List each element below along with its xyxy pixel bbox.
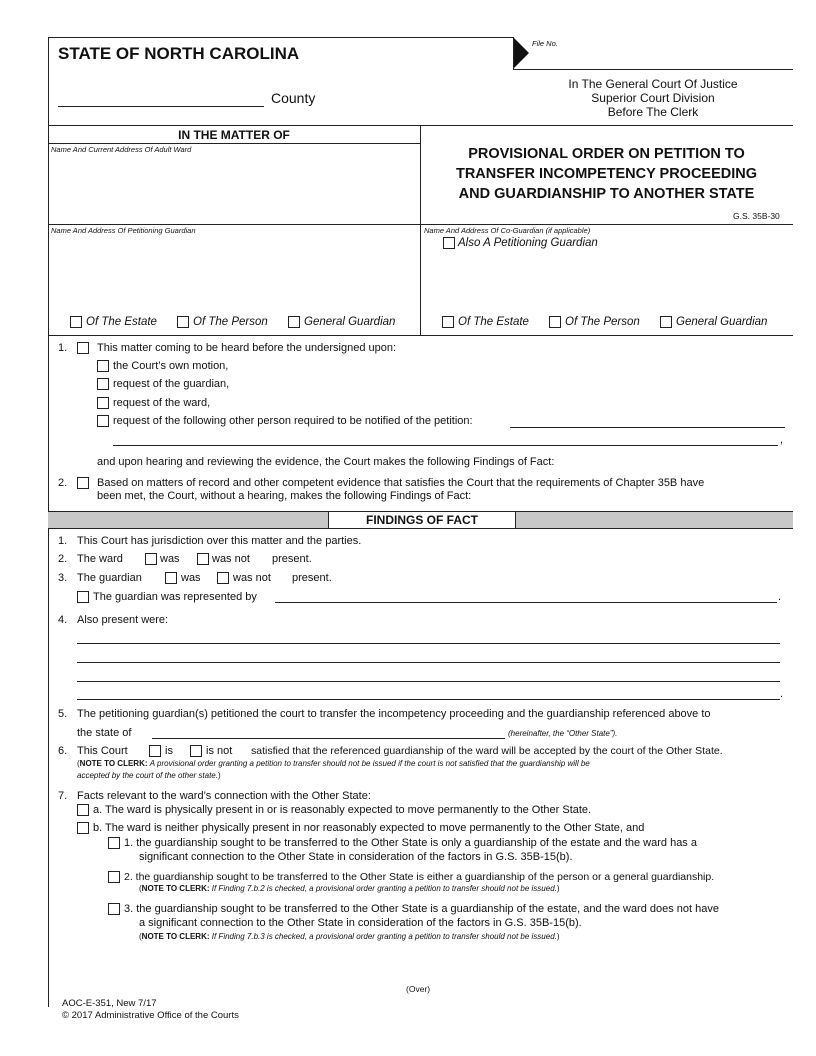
f5-num: 5. bbox=[58, 708, 68, 720]
f6-note-line-2: accepted by the court of the other state.) bbox=[77, 771, 221, 780]
request-ward-label: request of the ward, bbox=[113, 397, 211, 409]
statute-ref: G.S. 35B-30 bbox=[733, 211, 780, 221]
represented-period: . bbox=[778, 591, 782, 603]
file-no-line[interactable] bbox=[513, 69, 793, 70]
guardian-was-checkbox[interactable] bbox=[165, 572, 177, 584]
also-present-line-4[interactable] bbox=[77, 699, 780, 700]
item1-text: This matter coming to be heard before the undersigned upon: bbox=[97, 342, 397, 354]
f5-text-1: The petitioning guardian(s) petitioned the court to transfer the incompetency proceeding and the guardianship referenced above to bbox=[77, 708, 711, 720]
form-number: AOC-E-351, New 7/17 bbox=[62, 998, 157, 1009]
f6-num: 6. bbox=[58, 745, 68, 757]
item2-num: 2. bbox=[58, 477, 68, 489]
file-no-arrow bbox=[513, 37, 529, 69]
court-line-2: Superior Court Division bbox=[591, 91, 715, 105]
f7b3-note: (NOTE TO CLERK: If Finding 7.b.3 is checked, a provisional order granting a petition to transfer should not be issued.) bbox=[139, 932, 560, 941]
item2-checkbox[interactable] bbox=[77, 477, 89, 489]
f7b3-checkbox[interactable] bbox=[108, 903, 120, 915]
other-person-comma: , bbox=[780, 434, 784, 446]
f7-text: Facts relevant to the ward’s connection with the Other State: bbox=[77, 790, 371, 802]
file-no-divider bbox=[513, 37, 514, 69]
guardian-was-label: was bbox=[181, 572, 201, 584]
ward-was-label: was bbox=[160, 553, 180, 565]
f5-state-of: the state of bbox=[77, 727, 132, 739]
coguardian-field[interactable] bbox=[424, 254, 790, 310]
f7a-checkbox[interactable] bbox=[77, 804, 89, 816]
f2-num: 2. bbox=[58, 553, 68, 565]
form-title-3: AND GUARDIANSHIP TO ANOTHER STATE bbox=[458, 186, 755, 202]
ward-label: Name And Current Address Of Adult Ward bbox=[51, 145, 192, 154]
coguardian-person-checkbox[interactable] bbox=[549, 316, 561, 328]
represented-by-line[interactable] bbox=[275, 602, 777, 603]
also-petitioning-checkbox[interactable] bbox=[443, 237, 455, 249]
guardian-line bbox=[48, 224, 793, 225]
ward-field[interactable] bbox=[50, 156, 416, 220]
f7b1-checkbox[interactable] bbox=[108, 837, 120, 849]
ward-was-checkbox[interactable] bbox=[145, 553, 157, 565]
matter-title: IN THE MATTER OF bbox=[178, 128, 290, 142]
f7-num: 7. bbox=[58, 790, 68, 802]
f7b1-text-1: 1. the guardianship sought to be transferred to the Other State is only a guardianship of the estate and the ward has a bbox=[124, 837, 697, 849]
f7b3-text-1: 3. the guardianship sought to be transferred to the Other State is a guardianship of the estate, and the ward does not have bbox=[124, 903, 720, 915]
ward-was-not-checkbox[interactable] bbox=[197, 553, 209, 565]
f7a-text: a. The ward is physically present in or is reasonably expected to move permanently to the Other State. bbox=[93, 804, 592, 816]
coguardian-general-label: General Guardian bbox=[676, 316, 768, 328]
request-ward-checkbox[interactable] bbox=[97, 397, 109, 409]
guardian-estate-label: Of The Estate bbox=[86, 316, 157, 328]
other-state-line[interactable] bbox=[152, 738, 505, 739]
findings-bar-left bbox=[48, 511, 328, 529]
request-guardian-label: request of the guardian, bbox=[113, 378, 230, 390]
also-present-line-3[interactable] bbox=[77, 681, 780, 682]
court-line-1: In The General Court Of Justice bbox=[568, 77, 738, 91]
f6-this-court: This Court bbox=[77, 745, 128, 757]
guardian-represented-label: The guardian was represented by bbox=[93, 591, 257, 603]
item2-text-1: Based on matters of record and other competent evidence that satisfies the Court that the requirements of Chapter 35B have bbox=[97, 477, 705, 489]
f6-note-text: A provisional order granting a petition to transfer should not be issued if the court is not satisfied that the guardianship will be bbox=[149, 759, 590, 768]
guardian-general-checkbox[interactable] bbox=[288, 316, 300, 328]
top-border bbox=[48, 37, 513, 38]
coguardian-label: Name And Address Of Co-Guardian (if applicable) bbox=[424, 226, 591, 235]
guardian-person-checkbox[interactable] bbox=[177, 316, 189, 328]
f6-note-text-2: accepted by the court of the other state. bbox=[77, 771, 218, 780]
coguardian-estate-label: Of The Estate bbox=[458, 316, 529, 328]
guardian-estate-checkbox[interactable] bbox=[70, 316, 82, 328]
court-is-not-checkbox[interactable] bbox=[190, 745, 202, 757]
item1-num: 1. bbox=[58, 342, 68, 354]
other-person-line-2[interactable] bbox=[113, 445, 778, 446]
f1-num: 1. bbox=[58, 535, 68, 547]
request-other-checkbox[interactable] bbox=[97, 415, 109, 427]
f6-note-line-1: (NOTE TO CLERK: A provisional order granting a petition to transfer should not be issued if the court is not satisfied that the guardianship will be bbox=[77, 759, 590, 768]
f5-hereinafter: (hereinafter, the “Other State”). bbox=[508, 729, 618, 738]
guardian-represented-checkbox[interactable] bbox=[77, 591, 89, 603]
guardian-person-label: Of The Person bbox=[193, 316, 268, 328]
f7b3-text-2: a significant connection to the Other State in consideration of the factors in G.S. 35B-15(b). bbox=[139, 917, 582, 929]
coguardian-general-checkbox[interactable] bbox=[660, 316, 672, 328]
guardian-was-not-label: was not bbox=[233, 572, 271, 584]
f1-text: This Court has jurisdiction over this matter and the parties. bbox=[77, 535, 362, 547]
also-petitioning-label: Also A Petitioning Guardian bbox=[458, 237, 598, 249]
ward-present-label: present. bbox=[272, 553, 312, 565]
court-line-3: Before The Clerk bbox=[607, 105, 699, 119]
coguardian-person-label: Of The Person bbox=[565, 316, 640, 328]
matter-title-line bbox=[48, 143, 420, 144]
also-present-period: . bbox=[780, 688, 784, 700]
f4-num: 4. bbox=[58, 614, 68, 626]
other-person-line-1[interactable] bbox=[510, 427, 785, 428]
court-is-checkbox[interactable] bbox=[149, 745, 161, 757]
guardian-general-label: General Guardian bbox=[304, 316, 396, 328]
file-no-label: File No. bbox=[532, 39, 558, 48]
f6-note-label: NOTE TO CLERK: bbox=[79, 759, 148, 768]
own-motion-label: the Court’s own motion, bbox=[113, 360, 229, 372]
f7b2-note: (NOTE TO CLERK: If Finding 7.b.2 is checked, a provisional order granting a petition to transfer should not be issued.) bbox=[139, 884, 560, 893]
f2-ward-label: The ward bbox=[77, 553, 123, 565]
f7b-text: b. The ward is neither physically present in nor reasonably expected to move permanently to the Other State, and bbox=[93, 822, 645, 834]
form-title-2: TRANSFER INCOMPETENCY PROCEEDING bbox=[455, 166, 758, 182]
f7b2-note-text: If Finding 7.b.2 is checked, a provisional order granting a petition to transfer should not be issued. bbox=[211, 884, 557, 893]
county-label: County bbox=[271, 90, 316, 106]
guardian-was-not-checkbox[interactable] bbox=[217, 572, 229, 584]
also-present-line-1[interactable] bbox=[77, 643, 780, 644]
coguardian-estate-checkbox[interactable] bbox=[442, 316, 454, 328]
guardian-field[interactable] bbox=[50, 238, 416, 310]
f7b2-checkbox[interactable] bbox=[108, 871, 120, 883]
own-motion-checkbox[interactable] bbox=[97, 360, 109, 372]
hearing-text: and upon hearing and reviewing the evidence, the Court makes the following Findings of Fact: bbox=[97, 456, 555, 468]
f3-num: 3. bbox=[58, 572, 68, 584]
f6-rest: satisfied that the referenced guardianship of the ward will be accepted by the court of the Other State. bbox=[251, 745, 723, 757]
over-label: (Over) bbox=[406, 984, 431, 994]
county-line[interactable] bbox=[58, 106, 264, 107]
item1-checkbox[interactable] bbox=[77, 342, 89, 354]
f7b2-note-label: NOTE TO CLERK: bbox=[141, 884, 210, 893]
matter-bottom-line bbox=[48, 335, 793, 336]
f7b-checkbox[interactable] bbox=[77, 822, 89, 834]
findings-header: FINDINGS OF FACT bbox=[328, 511, 516, 529]
ward-was-not-label: was not bbox=[212, 553, 250, 565]
also-present-line-2[interactable] bbox=[77, 662, 780, 663]
court-is-not-label: is not bbox=[206, 745, 233, 757]
f7b3-note-label: NOTE TO CLERK: bbox=[141, 932, 210, 941]
item2-text-2: been met, the Court, without a hearing, makes the following Findings of Fact: bbox=[97, 490, 472, 502]
state-title: STATE OF NORTH CAROLINA bbox=[58, 44, 300, 63]
request-other-label: request of the following other person required to be notified of the petition: bbox=[113, 415, 473, 427]
copyright: © 2017 Administrative Office of the Courts bbox=[62, 1010, 239, 1021]
guardian-present-label: present. bbox=[292, 572, 332, 584]
guardian-label: Name And Address Of Petitioning Guardian bbox=[51, 226, 196, 235]
f7b2-text-1: 2. the guardianship sought to be transferred to the Other State is either a guardianship of the person or a general guardianship. bbox=[124, 871, 715, 883]
f7b1-text-2: significant connection to the Other State in consideration of the factors in G.S. 35B-15(b). bbox=[139, 851, 573, 863]
findings-bar-right bbox=[515, 511, 793, 529]
form-title-1: PROVISIONAL ORDER ON PETITION TO bbox=[468, 146, 745, 162]
f7b3-note-text: If Finding 7.b.3 is checked, a provisional order granting a petition to transfer should not be issued. bbox=[211, 932, 557, 941]
f3-guardian-label: The guardian bbox=[77, 572, 142, 584]
f4-text: Also present were: bbox=[77, 614, 169, 626]
court-is-label: is bbox=[165, 745, 173, 757]
request-guardian-checkbox[interactable] bbox=[97, 378, 109, 390]
